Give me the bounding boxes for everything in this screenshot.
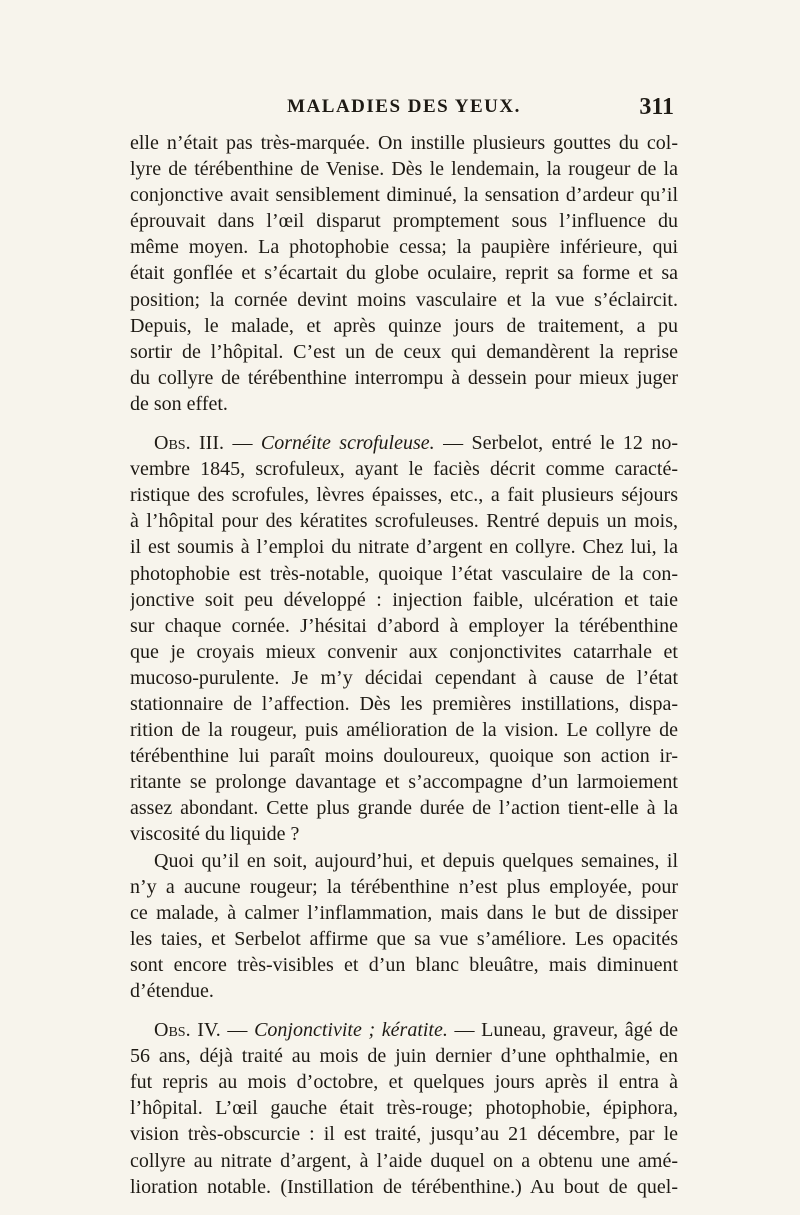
text-line: photophobie est très-notable, quoique l’état vasculaire de la con- xyxy=(130,562,678,585)
text-line: les taies, et Serbelot affirme que sa vue s’améliore. Les opacités xyxy=(130,927,678,950)
text-line: ritante se prolonge davantage et s’accompagne d’un larmoiement xyxy=(130,771,678,794)
page-number: 311 xyxy=(639,94,674,120)
text-line: était gonflée et s’écartait du globe oculaire, reprit sa forme et sa xyxy=(130,262,678,285)
text-line: fut repris au mois d’octobre, et quelques jours après il entra à xyxy=(130,1071,678,1094)
text-line: rition de la rougeur, puis amélioration de la vision. Le collyre de xyxy=(130,719,678,742)
text-line: jonctive soit peu développé : injection faible, ulcération et taie xyxy=(130,588,678,611)
text-line: térébenthine lui paraît moins douloureux, quoique son action ir- xyxy=(130,745,678,768)
text-line: éprouvait dans l’œil disparut promptement sous l’influence du xyxy=(130,210,678,233)
text-line: ristique des scrofules, lèvres épaisses, etc., a fait plusieurs séjours xyxy=(130,484,678,507)
text-line: même moyen. La photophobie cessa; la paupière inférieure, qui xyxy=(130,236,678,259)
observation-4 xyxy=(130,1017,678,1200)
text-line: il est soumis à l’emploi du nitrate d’argent en collyre. Chez lui, la xyxy=(130,536,678,559)
text-line: l’hôpital. L’œil gauche était très-rouge; photophobie, épiphora, xyxy=(130,1097,678,1120)
text-line: n’y a aucune rougeur; la térébenthine n’est plus employée, pour xyxy=(130,875,678,898)
text-line: que je croyais mieux convenir aux conjonctivites catarrhale et xyxy=(130,640,678,663)
observation-label: Obs. IV. xyxy=(154,1019,221,1042)
text-line: sont encore très-visibles et d’un blanc bleuâtre, mais diminuent xyxy=(130,953,678,976)
text-line: assez abondant. Cette plus grande durée de l’action tient-elle à la xyxy=(130,797,678,820)
text-line: lyre de térébenthine de Venise. Dès le lendemain, la rougeur de la xyxy=(130,158,678,181)
running-title: MALADIES DES YEUX. xyxy=(287,96,521,117)
heading-dash: — xyxy=(220,1019,255,1042)
text-line: vision très-obscurcie : il est traité, jusqu’au 21 décembre, par le xyxy=(130,1123,678,1146)
text-line: lioration notable. (Instillation de térébenthine.) Au bout de quel- xyxy=(130,1175,678,1198)
page-header xyxy=(130,96,678,130)
paragraph-3 xyxy=(130,848,678,1005)
text-line: position; la cornée devint moins vasculaire et la vue s’éclaircit. xyxy=(130,288,678,311)
text-line: 56 ans, déjà traité au mois de juin dernier d’une ophthalmie, en xyxy=(130,1045,678,1068)
text-line: de son effet. xyxy=(130,392,228,415)
text-line: viscosité du liquide ? xyxy=(130,823,300,846)
heading-dash: — xyxy=(224,432,261,455)
text-line: conjonctive avait sensiblement diminué, la sensation d’ardeur qu’il xyxy=(130,184,678,207)
observation-title: Conjonctivite ; kératite. xyxy=(254,1019,448,1042)
text-line: ce malade, à calmer l’inflammation, mais dans le but de dissiper xyxy=(130,901,678,924)
text-line: à l’hôpital pour des kératites scrofuleuses. Rentré depuis un mois, xyxy=(130,510,678,533)
observation-3 xyxy=(130,430,678,848)
text-line: Depuis, le malade, et après quinze jours de traitement, a pu xyxy=(130,314,678,337)
observation-heading-line xyxy=(130,1017,678,1043)
text-line: stationnaire de l’affection. Dès les premières instillations, dispa- xyxy=(130,692,678,715)
book-page xyxy=(130,96,678,1200)
heading-rest: — Luneau, graveur, âgé de xyxy=(447,1019,678,1042)
text-line: sortir de l’hôpital. C’est un de ceux qui demandèrent la reprise xyxy=(130,340,678,363)
text-line: mucoso-purulente. Je m’y décidai cependant à cause de l’état xyxy=(130,666,678,689)
text-line: du collyre de térébenthine interrompu à dessein pour mieux juger xyxy=(130,366,678,389)
text-line: sur chaque cornée. J’hésitai d’abord à employer la térébenthine xyxy=(130,614,678,637)
text-line: elle n’était pas très-marquée. On instille plusieurs gouttes du col- xyxy=(130,132,678,154)
text-line: vembre 1845, scrofuleux, ayant le faciès décrit comme caracté- xyxy=(130,458,678,481)
text-line: collyre au nitrate d’argent, à l’aide duquel on a obtenu une amé- xyxy=(130,1149,678,1172)
observation-title: Cornéite scrofuleuse. xyxy=(260,432,435,455)
heading-rest: — Serbelot, entré le 12 no- xyxy=(434,432,678,455)
observation-heading-line xyxy=(130,430,678,456)
text-line: Quoi qu’il en soit, aujourd’hui, et depuis quelques semaines, il xyxy=(154,849,678,872)
observation-label: Obs. III. xyxy=(154,432,224,455)
paragraph-1 xyxy=(130,130,678,417)
text-line: d’étendue. xyxy=(130,980,214,1002)
